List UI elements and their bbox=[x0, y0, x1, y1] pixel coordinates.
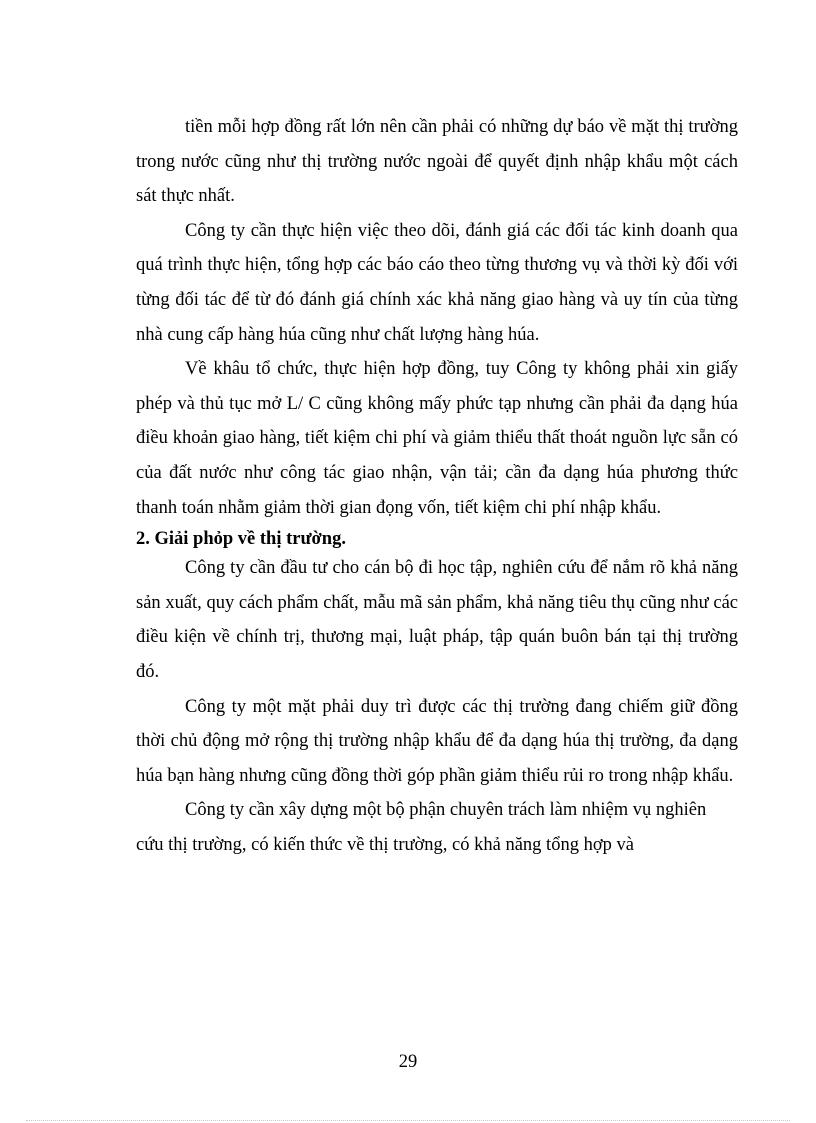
paragraph-market-expansion: Công ty một mặt phải duy trì được các thị trường đang chiếm giữ đồng thời chủ động mở rộng thị trường nhập khẩu để đa dạng húa thị trường, đa dạng húa bạn hàng nhưng cũng đồng thời góp phần giảm thiểu rủi ro trong nhập khẩu. bbox=[136, 696, 738, 786]
footer-divider bbox=[26, 1120, 790, 1121]
paragraph-staff-training: Công ty cần đầu tư cho cán bộ đi học tập, nghiên cứu để nắm rõ khả năng sản xuất, quy cách phẩm chất, mẫu mã sản phẩm, khả năng tiêu thụ cũng như các điều kiện về chính trị, thương mại, luật pháp, tập quán buôn bán tại thị trường đó. bbox=[136, 558, 738, 682]
section-heading: 2. Giải phỏp về thị trường. bbox=[136, 529, 346, 550]
document-body bbox=[136, 110, 738, 862]
paragraph-continuation: tiền mỗi hợp đồng rất lớn nên cần phải có những dự báo về mặt thị trường trong nước cũng như thị trường nước ngoài để quyết định nhập khẩu một cách sát thực nhất. bbox=[136, 117, 738, 207]
page-number: 29 bbox=[398, 1052, 418, 1072]
paragraph-partner-evaluation: Công ty cần thực hiện việc theo dõi, đánh giá các đối tác kinh doanh qua quá trình thực hiện, tổng hợp các báo cáo theo từng thương vụ và thời kỳ đối với từng đối tác để từ đó đánh giá chính xác khả năng giao hàng và uy tín của từng nhà cung cấp hàng húa cũng như chất lượng hàng húa. bbox=[136, 220, 738, 345]
paragraph-research-department: Công ty cần xây dựng một bộ phận chuyên trách làm nhiệm vụ nghiên cứu thị trường, có kiến thức về thị trường, có khả năng tổng hợp và bbox=[136, 800, 707, 855]
paragraph-contract-execution: Về khâu tổ chức, thực hiện hợp đồng, tuy Công ty không phải xin giấy phép và thủ tục mở L/ C cũng không mấy phức tạp nhưng cần phải đa dạng húa điều khoản giao hàng, tiết kiệm chi phí và giảm thiểu thất thoát nguồn lực sẵn có của đất nước như công tác giao nhận, vận tải; cần đa dạng húa phương thức thanh toán nhằm giảm thời gian đọng vốn, tiết kiệm chi phí nhập khẩu. bbox=[136, 359, 738, 518]
